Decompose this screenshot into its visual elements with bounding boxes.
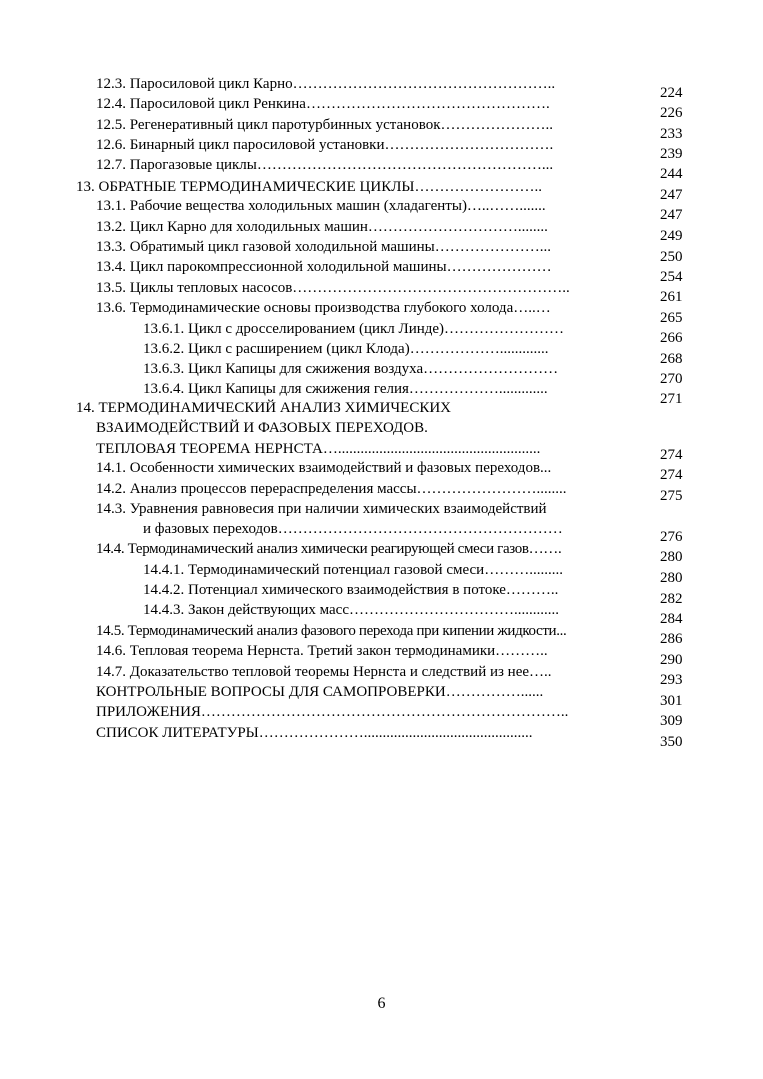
toc-entry-page: 247 bbox=[660, 207, 683, 223]
toc-entry-title: КОНТРОЛЬНЫЕ ВОПРОСЫ ДЛЯ САМОПРОВЕРКИ……………...... bbox=[96, 684, 544, 700]
toc-entry-page: 226 bbox=[660, 105, 683, 121]
toc-entry-title: 12.4. Паросиловой цикл Ренкина…………………………………………. bbox=[96, 96, 550, 112]
toc-entry-page: 284 bbox=[660, 611, 683, 627]
toc-entry-title: 12.3. Паросиловой цикл Карно…………………………………………….. bbox=[96, 76, 556, 92]
toc-entry-page: 261 bbox=[660, 289, 683, 305]
toc-entry-page: 224 bbox=[660, 85, 683, 101]
toc-entry-page: 254 bbox=[660, 269, 683, 285]
toc-entry-title: 14.7. Доказательство тепловой теоремы Нернста и следствий из нее….. bbox=[96, 664, 552, 680]
toc-entry-title: ВЗАИМОДЕЙСТВИЙ И ФАЗОВЫХ ПЕРЕХОДОВ. bbox=[96, 420, 428, 436]
toc-entry-title: 13.6. Термодинамические основы производства глубокого холода…..… bbox=[96, 300, 551, 316]
toc-entry-title: 12.7. Парогазовые циклы…………………………………………………... bbox=[96, 157, 554, 173]
toc-entry-title: 14.5. Термодинамический анализ фазового перехода при кипении жидкости... bbox=[96, 623, 567, 639]
toc-entry-page: 270 bbox=[660, 371, 683, 387]
toc-entry-page: 282 bbox=[660, 591, 683, 607]
toc-entry-title: 13.2. Цикл Карно для холодильных машин…………………………........ bbox=[96, 219, 548, 235]
toc-entry-page: 249 bbox=[660, 228, 683, 244]
toc-entry-page: 271 bbox=[660, 391, 683, 407]
toc-entry-page: 309 bbox=[660, 713, 683, 729]
toc-entry-title: 14.2. Анализ процессов перераспределения массы……………………........ bbox=[96, 481, 567, 497]
toc-entry-page: 265 bbox=[660, 310, 683, 326]
toc-entry-title: 13.3. Обратимый цикл газовой холодильной машины…………………... bbox=[96, 239, 551, 255]
toc-entry-page: 247 bbox=[660, 187, 683, 203]
toc-entry-page: 233 bbox=[660, 126, 683, 142]
toc-entry-page: 266 bbox=[660, 330, 683, 346]
toc-entry-page: 268 bbox=[660, 351, 683, 367]
toc-entry-page: 274 bbox=[660, 467, 683, 483]
toc-entry-title: 14.4. Термодинамический анализ химически реагирующей смеси газов……. bbox=[96, 541, 562, 557]
toc-entry-page: 301 bbox=[660, 693, 683, 709]
toc-entry-title: СПИСОК ЛИТЕРАТУРЫ…………………............................................. bbox=[96, 725, 533, 741]
toc-entry-title: ПРИЛОЖЕНИЯ……………………………………………………………….. bbox=[96, 704, 569, 720]
toc-entry-page: 276 bbox=[660, 529, 683, 545]
toc-entry-title: и фазовых переходов………………………………………………… bbox=[143, 521, 563, 537]
toc-entry-page: 244 bbox=[660, 166, 683, 182]
toc-entry-title: 13. ОБРАТНЫЕ ТЕРМОДИНАМИЧЕСКИЕ ЦИКЛЫ…………………….. bbox=[76, 179, 542, 195]
toc-entry-page: 280 bbox=[660, 570, 683, 586]
page-number: 6 bbox=[377, 995, 386, 1012]
toc-entry-title: 12.5. Регенеративный цикл паротурбинных установок………………….. bbox=[96, 117, 553, 133]
toc-entry-page: 250 bbox=[660, 249, 683, 265]
toc-entry-title: 13.1. Рабочие вещества холодильных машин (хладагенты)…..……....... bbox=[96, 198, 546, 214]
toc-entry-title: 13.6.1. Цикл с дросселированием (цикл Линде)…………………… bbox=[143, 321, 565, 337]
toc-entry-title: 14.4.3. Закон действующих масс……………………………............ bbox=[143, 602, 559, 618]
toc-entry-page: 286 bbox=[660, 631, 683, 647]
toc-entry-title: 12.6. Бинарный цикл паросиловой установки……………………………. bbox=[96, 137, 554, 153]
toc-entry-title: ТЕПЛОВАЯ ТЕОРЕМА НЕРНСТА…...................................................... bbox=[96, 441, 541, 457]
toc-entry-title: 14.4.2. Потенциал химического взаимодействия в потоке……….. bbox=[143, 582, 559, 598]
toc-entry-title: 13.4. Цикл парокомпрессионной холодильной машины………………… bbox=[96, 259, 552, 275]
toc-entry-title: 14.3. Уравнения равновесия при наличии химических взаимодействий bbox=[96, 501, 547, 517]
toc-entry-title: 13.6.3. Цикл Капицы для сжижения воздуха……………………… bbox=[143, 361, 559, 377]
toc-entry-title: 14.6. Тепловая теорема Нернста. Третий закон термодинамики……….. bbox=[96, 643, 548, 659]
toc-entry-title: 14. ТЕРМОДИНАМИЧЕСКИЙ АНАЛИЗ ХИМИЧЕСКИХ bbox=[76, 400, 452, 416]
toc-entry-page: 350 bbox=[660, 734, 683, 750]
toc-entry-page: 293 bbox=[660, 672, 683, 688]
toc-entry-title: 14.1. Особенности химических взаимодействий и фазовых переходов... bbox=[96, 460, 552, 476]
toc-entry-title: 13.6.4. Цикл Капицы для сжижения гелия………………............. bbox=[143, 381, 548, 397]
toc-entry-title: 14.4.1. Термодинамический потенциал газовой смеси………......... bbox=[143, 562, 563, 578]
toc-entry-page: 239 bbox=[660, 146, 683, 162]
toc-entry-title: 13.5. Циклы тепловых насосов……………………………………………….. bbox=[96, 280, 570, 296]
toc-entry-page: 275 bbox=[660, 488, 683, 504]
toc-entry-page: 290 bbox=[660, 652, 683, 668]
toc-entry-title: 13.6.2. Цикл с расширением (цикл Клода)………………............. bbox=[143, 341, 549, 357]
toc-entry-page: 274 bbox=[660, 447, 683, 463]
toc-entry-page: 280 bbox=[660, 549, 683, 565]
